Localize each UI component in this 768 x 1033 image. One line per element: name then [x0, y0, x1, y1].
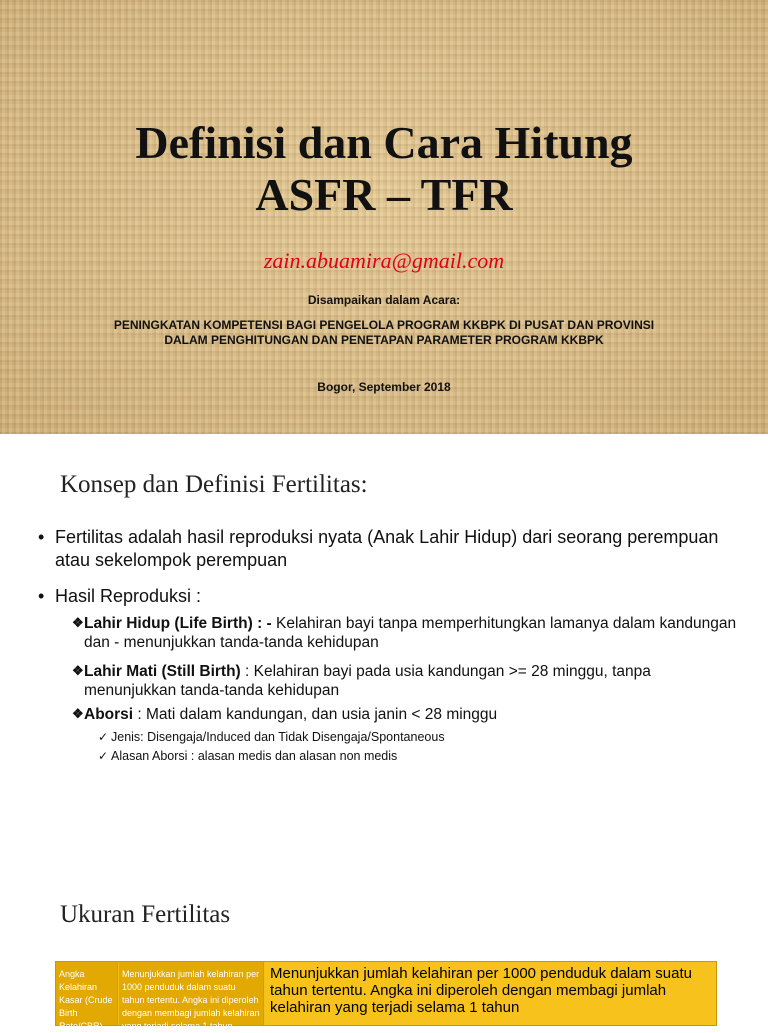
- diamond-bullet-icon: ❖: [72, 663, 84, 678]
- check-item-jenis: [38, 729, 738, 746]
- section-heading-ukuran: Ukuran Fertilitas: [60, 901, 231, 928]
- term-label: Lahir Mati (Still Birth): [84, 663, 241, 680]
- event-name-line2: DALAM PENGHITUNGAN DAN PENETAPAN PARAMETER PROGRAM KKBPK: [164, 333, 604, 347]
- checkmark-icon: ✓: [98, 749, 109, 763]
- bullet-dot-icon: •: [38, 586, 45, 606]
- table-cell-measure-name: Angka Kelahiran Kasar (Crude Birth Rate/CBR): [56, 962, 118, 1025]
- author-email[interactable]: zain.abuamira@gmail.com: [263, 248, 505, 273]
- diamond-bullet-icon: ❖: [72, 615, 84, 630]
- presented-at-label: Disampaikan dalam Acara:: [307, 293, 461, 307]
- date-place: Bogor, September 2018: [317, 380, 451, 394]
- sub-list-item-lahir-mati: [38, 662, 738, 700]
- bullet-text: Fertilitas adalah hasil reproduksi nyata (Anak Lahir Hidup) dari seorang perempuan atau sekelompok perempuan: [55, 527, 719, 570]
- definition-list: [38, 526, 738, 767]
- table-cell-callout: Menunjukkan jumlah kelahiran per 1000 penduduk dalam suatu tahun tertentu. Angka ini diperoleh dengan membagi jumlah kelahiran yang terjadi selama 1 tahun: [265, 962, 716, 1025]
- check-text: Jenis: Disengaja/Induced dan Tidak Disengaja/Spontaneous: [111, 730, 445, 744]
- fertility-measures-table: [55, 961, 717, 1031]
- bullet-text: Hasil Reproduksi :: [55, 586, 202, 606]
- table-cell-measure-desc: Menunjukkan jumlah kelahiran per 1000 penduduk dalam suatu tahun tertentu. Angka ini diperoleh dengan membagi jumlah kelahiran yang terjadi selama 1 tahun: [119, 962, 264, 1025]
- bullet-dot-icon: •: [38, 527, 45, 547]
- section-heading-konsep: Konsep dan Definisi Fertilitas:: [60, 471, 368, 498]
- checkmark-icon: ✓: [98, 730, 109, 744]
- check-text: Alasan Aborsi : alasan medis dan alasan non medis: [111, 749, 398, 763]
- diamond-bullet-icon: ❖: [72, 706, 84, 721]
- slide-title-line1: Definisi dan Cara Hitung: [135, 117, 633, 168]
- term-description: : Kelahiran bayi pada usia kandungan >= 28 minggu, tanpa menunjukkan tanda-tanda kehidupan: [84, 663, 651, 699]
- term-label: Aborsi: [84, 706, 134, 723]
- event-name-line1: PENINGKATAN KOMPETENSI BAGI PENGELOLA PROGRAM KKBPK DI PUSAT DAN PROVINSI: [113, 318, 655, 332]
- term-description: Kelahiran bayi tanpa memperhitungkan lamanya dalam kandungan dan - menunjukkan tanda-tanda kehidupan: [84, 615, 737, 651]
- check-item-alasan: [38, 748, 738, 765]
- sub-list-item-aborsi: [38, 705, 738, 724]
- list-item: [38, 585, 738, 608]
- term-description: : Mati dalam kandungan, dan usia janin < 28 minggu: [133, 706, 498, 723]
- sub-list-item-lahir-hidup: [38, 614, 738, 652]
- list-item: [38, 526, 738, 572]
- term-label: Lahir Hidup (Life Birth) :: [84, 615, 267, 632]
- title-slide: [0, 0, 768, 434]
- term-dash: -: [266, 615, 272, 632]
- slide-title-line2: ASFR – TFR: [255, 169, 513, 220]
